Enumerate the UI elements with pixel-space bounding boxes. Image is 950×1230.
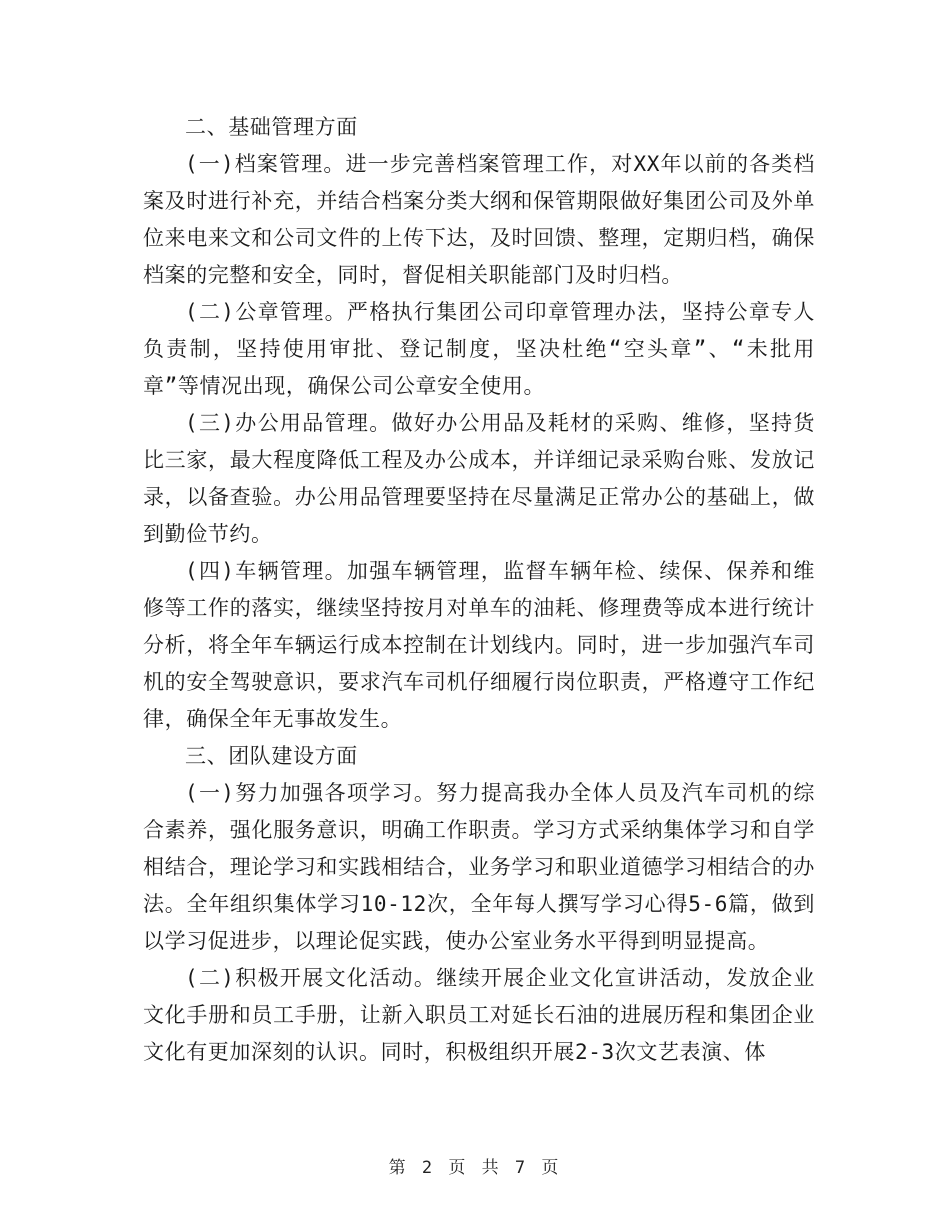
paragraph-seal-management: (二)公章管理。严格执行集团公司印章管理办法，坚持公章专人负责制，坚持使用审批、登记制度，坚决杜绝“空头章”、“未批用章”等情况出现，确保公司公章安全使用。	[143, 300, 815, 398]
section-heading-basic-management: 二、基础管理方面	[185, 115, 358, 139]
paragraph-vehicle-management: (四)车辆管理。加强车辆管理，监督车辆年检、续保、保养和维修等工作的落实，继续坚持按月对单车的油耗、修理费等成本进行统计分析，将全年车辆运行成本控制在计划线内。同时，进一步加强汽车司机的安全驾驶意识，要求汽车司机仔细履行岗位职责，严格遵守工作纪律，确保全年无事故发生。	[143, 559, 815, 731]
section-heading-team-building: 三、团队建设方面	[185, 744, 358, 768]
paragraph-office-supplies: (三)办公用品管理。做好办公用品及耗材的采购、维修，坚持货比三家，最大程度降低工程及办公成本，并详细记录采购台账、发放记录，以备查验。办公用品管理要坚持在尽量满足正常办公的基础上，做到勤俭节约。	[143, 411, 815, 546]
paragraph-study: (一)努力加强各项学习。努力提高我办全体人员及汽车司机的综合素养，强化服务意识，明确工作职责。学习方式采纳集体学习和自学相结合，理论学习和实践相结合，业务学习和职业道德学习相结合的办法。全年组织集体学习10-12次，全年每人撰写学习心得5-6篇，做到以学习促进步，以理论促实践，使办公室业务水平得到明显提高。	[143, 781, 815, 953]
page-number-footer: 第 2 页 共 7 页	[388, 1158, 562, 1178]
paragraph-culture-activities: (二)积极开展文化活动。继续开展企业文化宣讲活动，发放企业文化手册和员工手册，让新入职员工对延长石油的进展历程和集团企业文化有更加深刻的认识。同时，积极组织开展2-3次文艺表演、体	[143, 966, 815, 1064]
document-body	[143, 109, 815, 1071]
paragraph-archive-management: (一)档案管理。进一步完善档案管理工作，对XX年以前的各类档案及时进行补充，并结合档案分类大纲和保管期限做好集团公司及外单位来电来文和公司文件的上传下达，及时回馈、整理，定期归档，确保档案的完整和安全，同时，督促相关职能部门及时归档。	[143, 152, 815, 287]
